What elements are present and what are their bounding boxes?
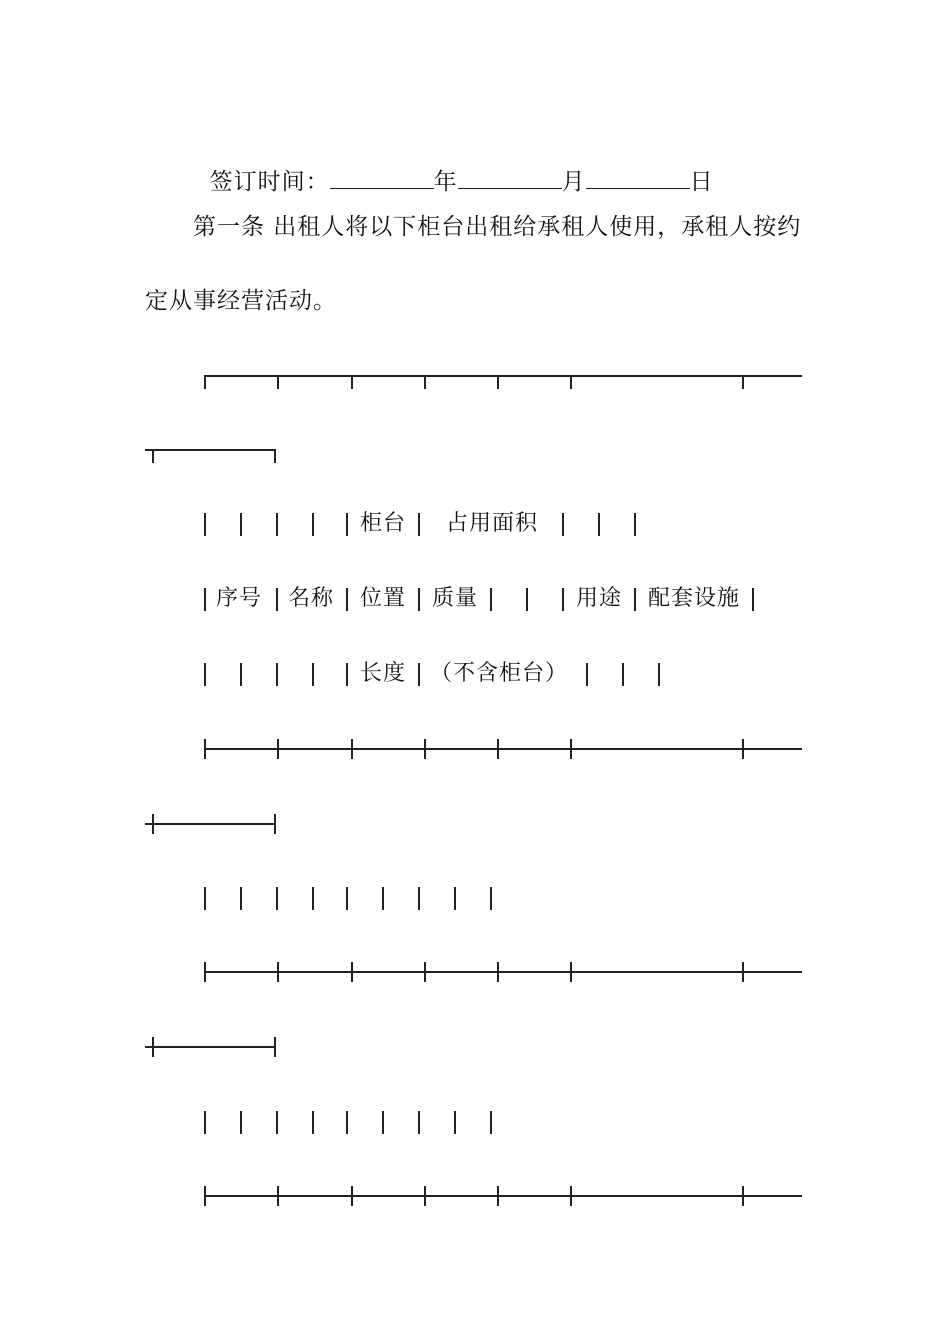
header-position: 位置 — [360, 586, 407, 611]
article1-line2: 定从事经营活动。 — [145, 288, 337, 314]
month-blank[interactable] — [458, 166, 562, 189]
table-separator-3 — [0, 1192, 950, 1232]
header-length: 长度 — [360, 661, 407, 686]
day-label: 日 — [689, 169, 714, 195]
header-quality: 质量 — [432, 586, 479, 611]
table-top-border-wrap — [0, 446, 950, 486]
table-separator-2 — [0, 968, 950, 1008]
table-top-border — [0, 372, 950, 412]
year-label: 年 — [433, 169, 458, 195]
table-separator-2-wrap — [0, 1043, 950, 1083]
table-data-row — [0, 883, 950, 913]
header-area: 占用面积 — [446, 511, 539, 536]
table-separator-1 — [0, 745, 950, 785]
table-separator-1-wrap — [0, 820, 950, 860]
article1-line1: 第一条 出租人将以下柜台出租给承租人使用，承租人按约 — [193, 214, 802, 240]
month-label: 月 — [561, 169, 586, 195]
header-use: 用途 — [576, 586, 623, 611]
header-name: 名称 — [288, 586, 335, 611]
header-facilities: 配套设施 — [648, 586, 741, 611]
header-excl-counter: （不含柜台） — [430, 661, 569, 686]
table-data-row — [0, 1107, 950, 1137]
header-counter: 柜台 — [360, 511, 407, 536]
year-blank[interactable] — [330, 166, 434, 189]
table-header-row2 — [0, 584, 950, 614]
signing-date-line — [193, 136, 714, 197]
table-header-row1 — [0, 509, 950, 539]
day-blank[interactable] — [586, 166, 690, 189]
table-header-row3 — [0, 659, 950, 689]
header-no: 序号 — [216, 586, 263, 611]
signing-label: 签订时间： — [209, 169, 330, 195]
